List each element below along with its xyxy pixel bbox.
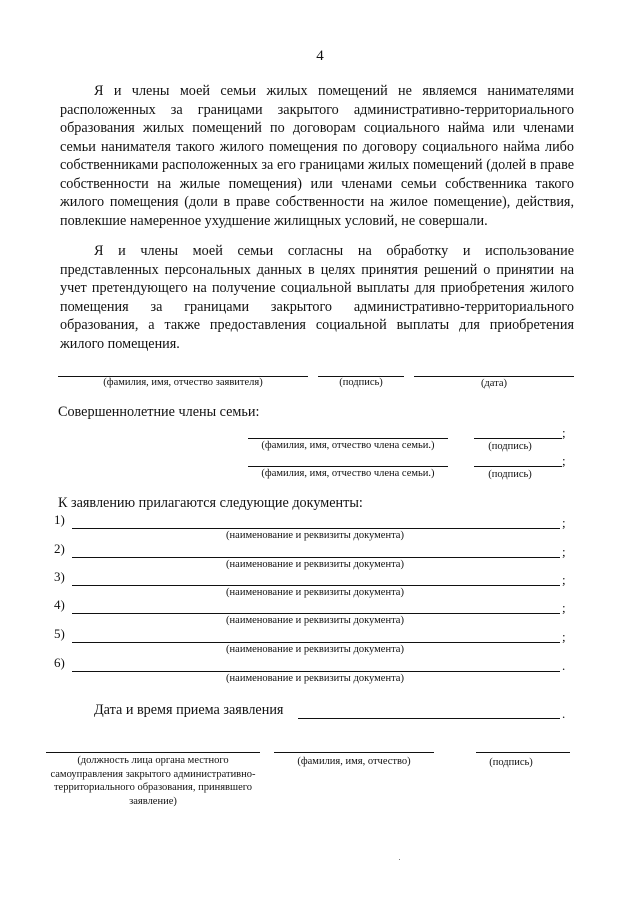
- page-number: 4: [316, 48, 324, 64]
- official-name-caption: (фамилия, имя, отчество): [297, 756, 411, 767]
- family-member-name-caption: (фамилия, имя, отчество члена семьи.): [261, 440, 435, 451]
- document-number: 6): [54, 655, 65, 670]
- document-line[interactable]: [72, 557, 560, 558]
- family-member-name-line[interactable]: [248, 438, 448, 439]
- document-end: .: [562, 658, 566, 673]
- applicant-date-line[interactable]: [414, 376, 574, 377]
- document-number: 5): [54, 626, 65, 641]
- documents-heading: К заявлению прилагаются следующие документы:: [58, 495, 363, 511]
- family-member-end: ;: [562, 453, 566, 468]
- receipt-end: .: [562, 706, 566, 721]
- document-end: ;: [562, 600, 566, 615]
- family-member-name-line[interactable]: [248, 466, 448, 467]
- document-end: ;: [562, 544, 566, 559]
- family-member-signature-line[interactable]: [474, 438, 562, 439]
- family-member-signature-line[interactable]: [474, 466, 562, 467]
- document-end: ;: [562, 572, 566, 587]
- receipt-line[interactable]: [298, 718, 560, 719]
- document-end: ;: [562, 515, 566, 530]
- document-line[interactable]: [72, 585, 560, 586]
- document-number: 2): [54, 541, 65, 556]
- family-member-signature-caption: (подпись): [488, 469, 532, 480]
- applicant-signature-caption: (подпись): [339, 377, 383, 388]
- document-caption: (наименование и реквизиты документа): [226, 615, 404, 626]
- document-number: 3): [54, 569, 65, 584]
- document-number: 1): [54, 512, 65, 527]
- document-end: ;: [562, 629, 566, 644]
- document-number: 4): [54, 597, 65, 612]
- family-member-end: ;: [562, 425, 566, 440]
- document-line[interactable]: [72, 528, 560, 529]
- scan-speck: [399, 859, 400, 860]
- document-caption: (наименование и реквизиты документа): [226, 673, 404, 684]
- official-position-caption: (должность лица органа местного самоуправления закрытого административно-территориального образования, принявшего заявление): [50, 755, 256, 807]
- official-position-line[interactable]: [46, 752, 260, 753]
- document-caption: (наименование и реквизиты документа): [226, 559, 404, 570]
- applicant-date-caption: (дата): [480, 378, 508, 389]
- official-signature-caption: (подпись): [489, 757, 533, 768]
- family-heading: Совершеннолетние члены семьи:: [58, 404, 260, 420]
- official-name-line[interactable]: [274, 752, 434, 753]
- paragraph-consent: Я и члены моей семьи согласны на обработку и использование представленных персональных данных в целях принятия решений о принятии на учет претендующего на получение социальной выплаты для приобретения жилого помещения за границами закрытого административно-территориального образования, а также предоставления социальной выплаты для приобретения жилого помещения.: [60, 243, 574, 352]
- document-line[interactable]: [72, 642, 560, 643]
- document-caption: (наименование и реквизиты документа): [226, 644, 404, 655]
- document-line[interactable]: [72, 671, 560, 672]
- receipt-label: Дата и время приема заявления: [94, 702, 284, 718]
- document-line[interactable]: [72, 613, 560, 614]
- family-member-signature-caption: (подпись): [488, 441, 532, 452]
- applicant-name-caption: (фамилия, имя, отчество заявителя): [103, 377, 263, 388]
- document-caption: (наименование и реквизиты документа): [226, 587, 404, 598]
- official-signature-line[interactable]: [476, 752, 570, 753]
- document-caption: (наименование и реквизиты документа): [226, 530, 404, 541]
- family-member-name-caption: (фамилия, имя, отчество члена семьи.): [261, 468, 435, 479]
- paragraph-no-tenancy: Я и члены моей семьи жилых помещений не являемся нанимателями расположенных за границами закрытого административно-территориального образования жилых помещений по договорам социального найма или членами семьи нанимателя такого жилого помещения по договору социального найма либо собственниками расположенных за его границами жилых помещений (долей в праве собственности на жилые помещения) или членами семьи собственника такого жилого помещения (доли в праве собственности на жилое помещение), действия, повлекшие намеренное ухудшение жилищных условий, не совершали.: [60, 83, 574, 229]
